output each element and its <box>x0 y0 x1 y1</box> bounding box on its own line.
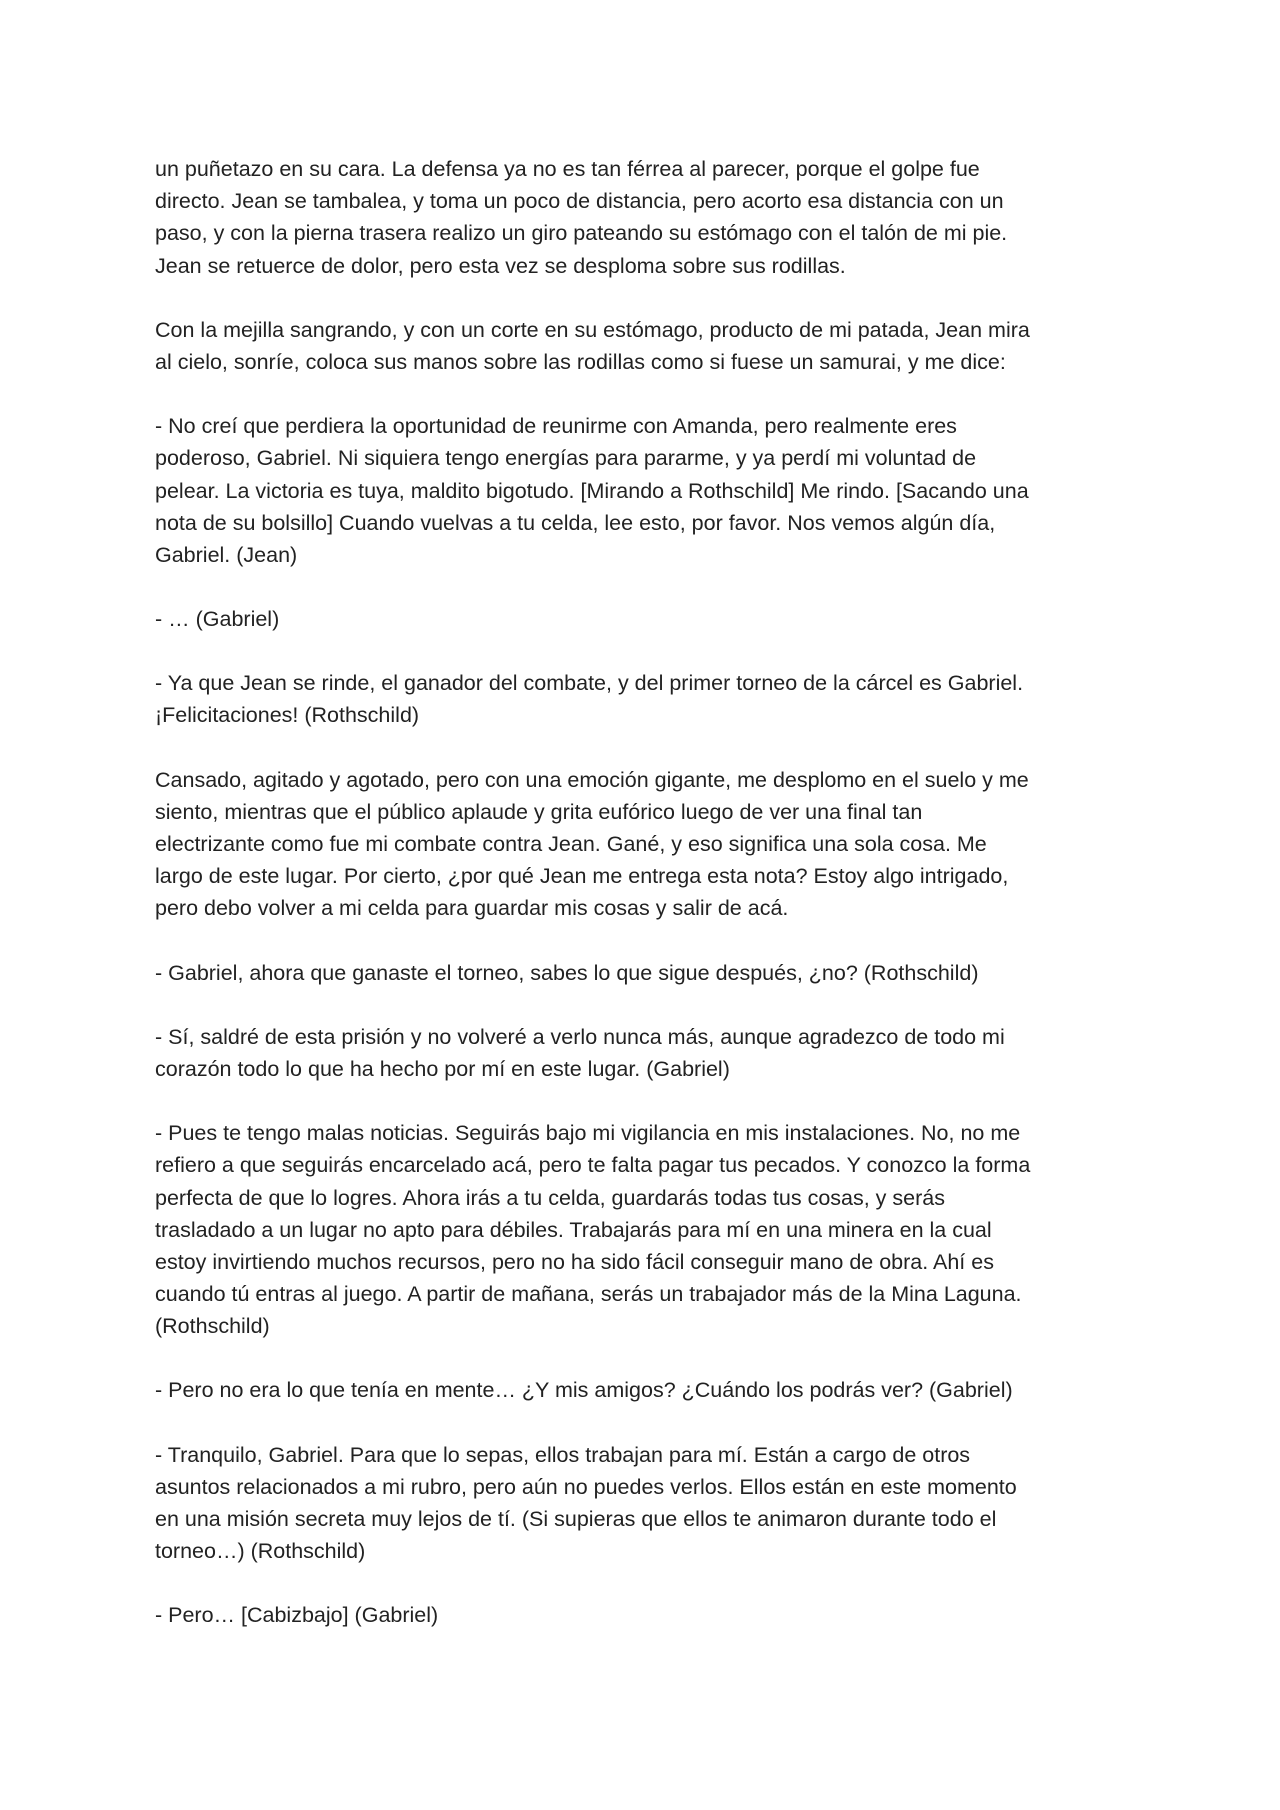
text-line: trasladado a un lugar no apto para débiles. Trabajarás para mí en una minera en la cual <box>155 1217 992 1242</box>
text-line: en una misión secreta muy lejos de tí. (Si supieras que ellos te animaron durante todo el <box>155 1507 997 1531</box>
text-line: Con la mejilla sangrando, y con un corte en su estómago, producto de mi patada, Jean mira <box>155 317 1030 342</box>
paragraph <box>155 1439 1135 1568</box>
text-line: asuntos relacionados a mi rubro, pero aún no puedes verlos. Ellos están en este momento <box>155 1474 1017 1499</box>
text-line: torneo…) (Rothschild) <box>155 1539 366 1564</box>
paragraph <box>155 410 1135 571</box>
paragraph <box>155 603 1135 635</box>
text-line: - … (Gabriel) <box>155 607 280 632</box>
text-line: directo. Jean se tambalea, y toma un poco de distancia, pero acorto esa distancia con un <box>155 189 1004 214</box>
paragraph <box>155 1117 1135 1342</box>
text-line: - Tranquilo, Gabriel. Para que lo sepas, ellos trabajan para mí. Están a cargo de otros <box>155 1442 971 1467</box>
text-line: electrizante como fue mi combate contra Jean. Gané, y eso significa una sola cosa. Me <box>155 832 987 856</box>
document-body <box>155 153 1135 1664</box>
text-line: - Gabriel, ahora que ganaste el torneo, sabes lo que sigue después, ¿no? (Rothschild) <box>155 960 979 985</box>
text-line: - Pero no era lo que tenía en mente… ¿Y mis amigos? ¿Cuándo los podrás ver? (Gabriel) <box>155 1378 1013 1403</box>
text-line: al cielo, sonríe, coloca sus manos sobre las rodillas como si fuese un samurai, y me dice: <box>155 349 1006 374</box>
paragraph <box>155 1599 1135 1631</box>
text-line: - Sí, saldré de esta prisión y no volveré a verlo nunca más, aunque agradezco de todo mi <box>155 1024 1005 1049</box>
text-line: Gabriel. (Jean) <box>155 542 298 567</box>
text-line: cuando tú entras al juego. A partir de mañana, serás un trabajador más de la Mina Laguna. <box>155 1282 1022 1307</box>
text-line: poderoso, Gabriel. Ni siquiera tengo energías para pararme, y ya perdí mi voluntad de <box>155 446 977 471</box>
paragraph <box>155 314 1135 378</box>
paragraph <box>155 1374 1135 1406</box>
paragraph <box>155 1021 1135 1085</box>
text-line: ¡Felicitaciones! (Rothschild) <box>155 703 420 728</box>
text-line: paso, y con la pierna trasera realizo un giro pateando su estómago con el talón de mi pie. <box>155 221 1008 246</box>
text-line: nota de su bolsillo] Cuando vuelvas a tu celda, lee esto, por favor. Nos vemos algún día, <box>155 510 996 535</box>
paragraph <box>155 667 1135 731</box>
text-line: Jean se retuerce de dolor, pero esta vez se desploma sobre sus rodillas. <box>155 253 846 278</box>
text-line: largo de este lugar. Por cierto, ¿por qué Jean me entrega esta nota? Estoy algo intrigado, <box>155 864 1009 889</box>
text-line: pelear. La victoria es tuya, maldito bigotudo. [Mirando a Rothschild] Me rindo. [Sacando una <box>155 478 1029 503</box>
text-line: - No creí que perdiera la oportunidad de reunirme con Amanda, pero realmente eres <box>155 414 957 439</box>
text-line: refiero a que seguirás encarcelado acá, pero te falta pagar tus pecados. Y conozco la forma <box>155 1153 1031 1178</box>
text-line: pero debo volver a mi celda para guardar mis cosas y salir de acá. <box>155 896 789 921</box>
text-line: estoy invirtiendo muchos recursos, pero no ha sido fácil conseguir mano de obra. Ahí es <box>155 1249 994 1274</box>
text-line: corazón todo lo que ha hecho por mí en este lugar. (Gabriel) <box>155 1056 730 1081</box>
paragraph <box>155 957 1135 989</box>
text-line: siento, mientras que el público aplaude y grita eufórico luego de ver una final tan <box>155 799 923 824</box>
text-line: perfecta de que lo logres. Ahora irás a tu celda, guardarás todas tus cosas, y serás <box>155 1185 945 1210</box>
text-line: un puñetazo en su cara. La defensa ya no es tan férrea al parecer, porque el golpe fue <box>155 157 980 181</box>
text-line: Cansado, agitado y agotado, pero con una emoción gigante, me desplomo en el suelo y me <box>155 767 1029 792</box>
text-line: - Pero… [Cabizbajo] (Gabriel) <box>155 1603 439 1628</box>
paragraph <box>155 153 1135 282</box>
text-line: - Ya que Jean se rinde, el ganador del combate, y del primer torneo de la cárcel es Gabriel. <box>155 671 1024 696</box>
paragraph <box>155 764 1135 925</box>
text-line: (Rothschild) <box>155 1314 270 1339</box>
text-line: - Pues te tengo malas noticias. Seguirás bajo mi vigilancia en mis instalaciones. No, no me <box>155 1121 1021 1146</box>
